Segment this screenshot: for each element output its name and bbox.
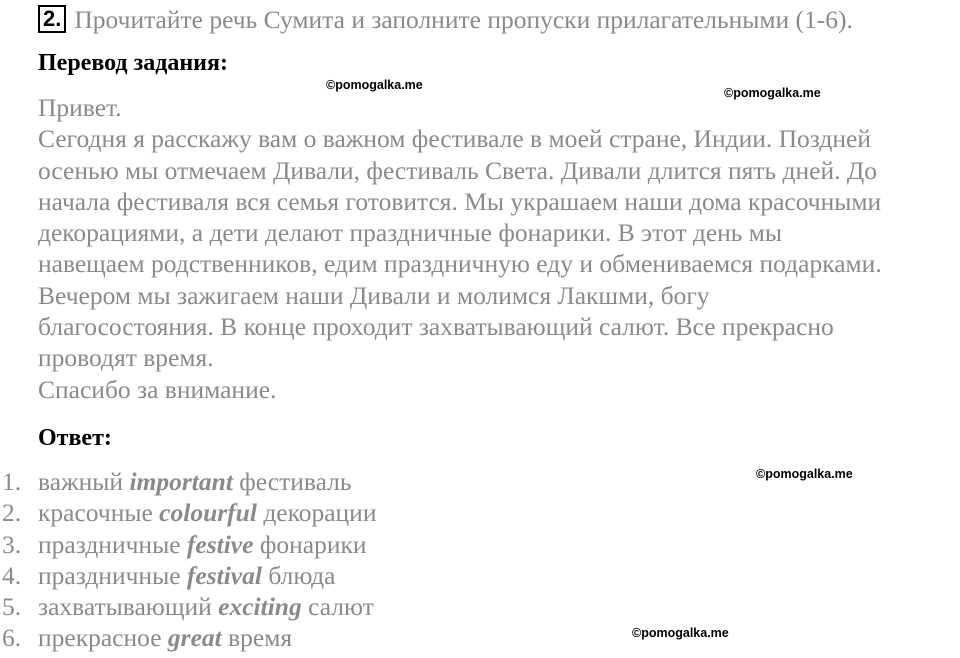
translation-line: Вечером мы зажигаем наши Дивали и молимся Лакшми, богу (38, 280, 710, 310)
translation-heading: Перевод задания: (38, 50, 228, 76)
answer-item (0, 466, 376, 497)
watermark: ©pomogalka.me (756, 467, 853, 481)
answer-english-word: great (167, 623, 222, 653)
answer-russian-after: фестиваль (232, 467, 352, 496)
translation-line: Спасибо за внимание. (38, 374, 277, 404)
answer-russian-after: декорации (256, 498, 377, 528)
answer-english-word: colourful (159, 498, 257, 528)
answer-english-word: festival (186, 560, 262, 590)
answer-heading: Ответ: (38, 425, 112, 451)
answer-item (0, 529, 376, 560)
answer-item (0, 560, 376, 591)
task-statement (38, 4, 853, 36)
answer-english-word: important (129, 467, 233, 496)
translation-line: проводят время. (38, 343, 214, 373)
answer-russian-after: время (221, 623, 293, 653)
task-text: Прочитайте речь Сумита и заполните пропуски прилагательными (1-6). (74, 5, 853, 34)
translation-line: благосостояния. В конце проходит захватывающий салют. Все прекрасно (38, 312, 834, 342)
answer-russian-after: салют (301, 592, 374, 622)
answer-number: 5. (2, 592, 22, 622)
answer-item (0, 622, 376, 653)
answer-russian-before: прекрасное (38, 623, 168, 653)
answer-russian-before: праздничные (38, 529, 187, 559)
answer-russian-after: блюда (261, 560, 336, 590)
answer-number: 6. (2, 623, 22, 653)
watermark: ©pomogalka.me (724, 86, 821, 100)
translation-text (38, 92, 958, 405)
translation-line: навещаем родственников, едим праздничную еду и обмениваемся подарками. (38, 249, 882, 279)
task-number-box: 2. (38, 5, 66, 33)
answer-english-word: festive (186, 529, 254, 559)
watermark: ©pomogalka.me (326, 78, 423, 92)
answer-item (0, 591, 376, 622)
translation-line: Привет. (38, 93, 122, 122)
answer-number: 1. (2, 467, 22, 496)
translation-line: Сегодня я расскажу вам о важном фестивале в моей стране, Индии. Поздней (38, 124, 871, 154)
answer-list (0, 466, 376, 654)
translation-line: начала фестиваля вся семья готовится. Мы украшаем наши дома красочными (38, 186, 882, 216)
answer-number: 4. (2, 560, 22, 590)
answer-number: 3. (2, 529, 22, 559)
watermark: ©pomogalka.me (632, 626, 729, 640)
answer-number: 2. (2, 498, 22, 528)
answer-russian-before: красочные (38, 498, 160, 528)
answer-item (0, 497, 376, 528)
answer-russian-after: фонарики (253, 529, 367, 559)
answer-russian-before: важный (38, 467, 130, 496)
translation-line: декорациями, а дети делают праздничные фонарики. В этот день мы (38, 218, 783, 248)
answer-russian-before: захватывающий (38, 592, 219, 622)
translation-line: осенью мы отмечаем Дивали, фестиваль Света. Дивали длится пять дней. До (38, 155, 877, 185)
answer-russian-before: праздничные (38, 560, 187, 590)
answer-english-word: exciting (218, 592, 302, 622)
